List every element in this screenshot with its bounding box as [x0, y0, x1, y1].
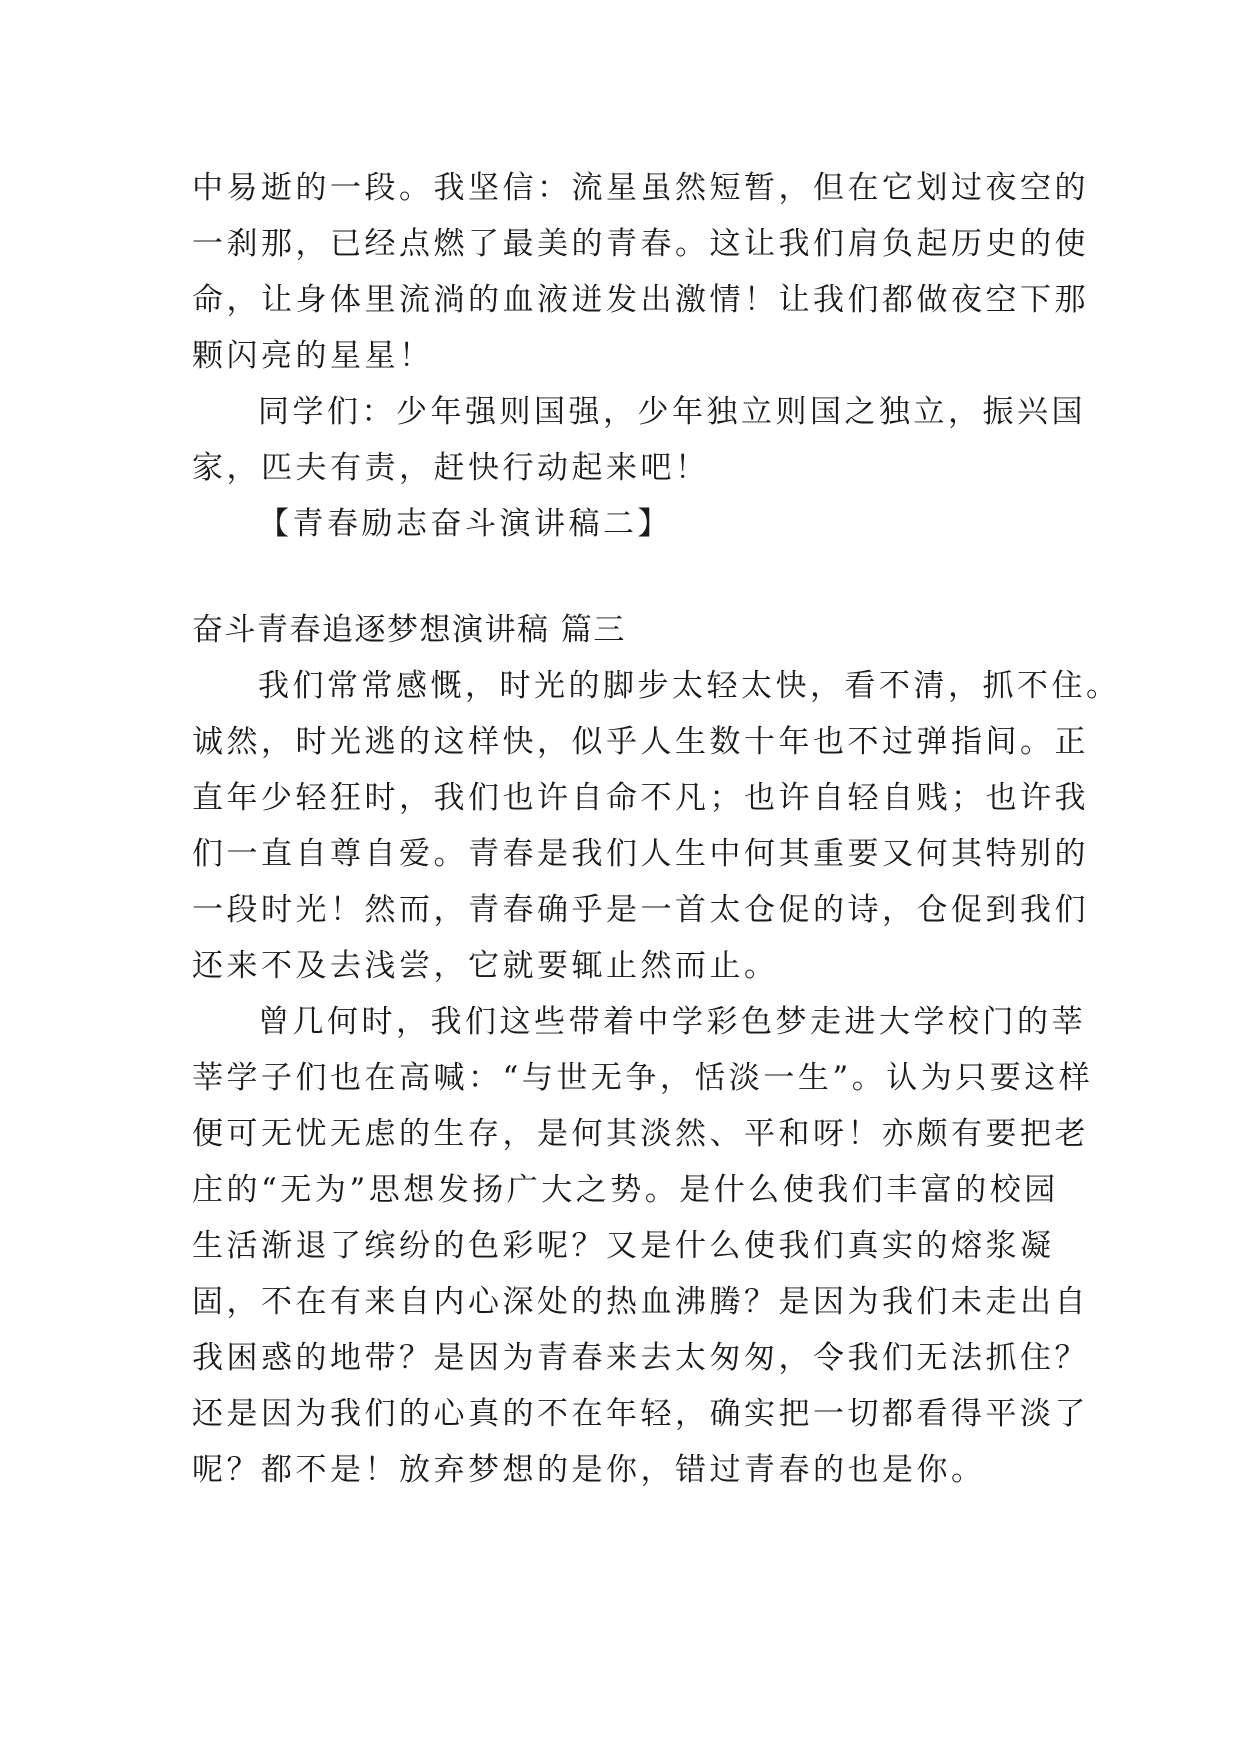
text-line: 还是因为我们的心真的不在年轻，确实把一切都看得平淡了: [192, 1396, 1089, 1432]
text-line: 呢？都不是！放弃梦想的是你，错过青春的也是你。: [192, 1452, 986, 1488]
section-title: 奋斗青春追逐梦想演讲稿 篇三: [192, 612, 626, 648]
text-line: 同学们：少年强则国强，少年独立则国之独立，振兴国: [258, 394, 1086, 430]
text-line: 诚然，时光逃的这样快，似乎人生数十年也不过弹指间。正: [192, 724, 1089, 760]
text-line: 一段时光！然而，青春确乎是一首太仓促的诗，仓促到我们: [192, 892, 1089, 928]
text-line: 颗闪亮的星星！: [192, 338, 434, 374]
spacer: [192, 552, 1052, 602]
text-line: 曾几何时，我们这些带着中学彩色梦走进大学校门的莘: [258, 1004, 1086, 1040]
document-body: [192, 160, 1121, 1498]
text-line: 我们常常感慨，时光的脚步太轻太快，看不清，抓不住。: [258, 668, 1121, 704]
text-line: 我困惑的地带？是因为青春来去太匆匆，令我们无法抓住？: [192, 1340, 1089, 1376]
section-heading: 【青春励志奋斗演讲稿二】: [258, 506, 672, 542]
text-line: 生活渐退了缤纷的色彩呢？又是什么使我们真实的熔浆凝: [192, 1228, 1055, 1264]
text-line: 便可无忧无虑的生存，是何其淡然、平和呀！亦颇有要把老: [192, 1116, 1089, 1152]
text-line: 们一直自尊自爱。青春是我们人生中何其重要又何其特别的: [192, 836, 1089, 872]
text-line: 还来不及去浅尝，它就要辄止然而止。: [192, 948, 779, 984]
text-line: 直年少轻狂时，我们也许自命不凡；也许自轻自贱；也许我: [192, 780, 1089, 816]
paragraph-2: [192, 384, 1086, 496]
text-line: 命，让身体里流淌的血液迸发出激情！让我们都做夜空下那: [192, 282, 1089, 318]
text-line: 中易逝的一段。我坚信：流星虽然短暂，但在它划过夜空的: [192, 170, 1089, 206]
text-line: 一刹那，已经点燃了最美的青春。这让我们肩负起历史的使: [192, 226, 1089, 262]
paragraph-1: [192, 160, 1089, 384]
text-line: 固，不在有来自内心深处的热血沸腾？是因为我们未走出自: [192, 1284, 1089, 1320]
text-line: 庄的“无为”思想发扬广大之势。是什么使我们丰富的校园: [192, 1172, 1059, 1208]
paragraph-4: [192, 994, 1094, 1498]
text-line: 莘学子们也在高喊：“与世无争，恬淡一生”。认为只要这样: [192, 1060, 1094, 1096]
text-line: 家，匹夫有责，赶快行动起来吧！: [192, 450, 710, 486]
paragraph-3: [192, 658, 1121, 994]
